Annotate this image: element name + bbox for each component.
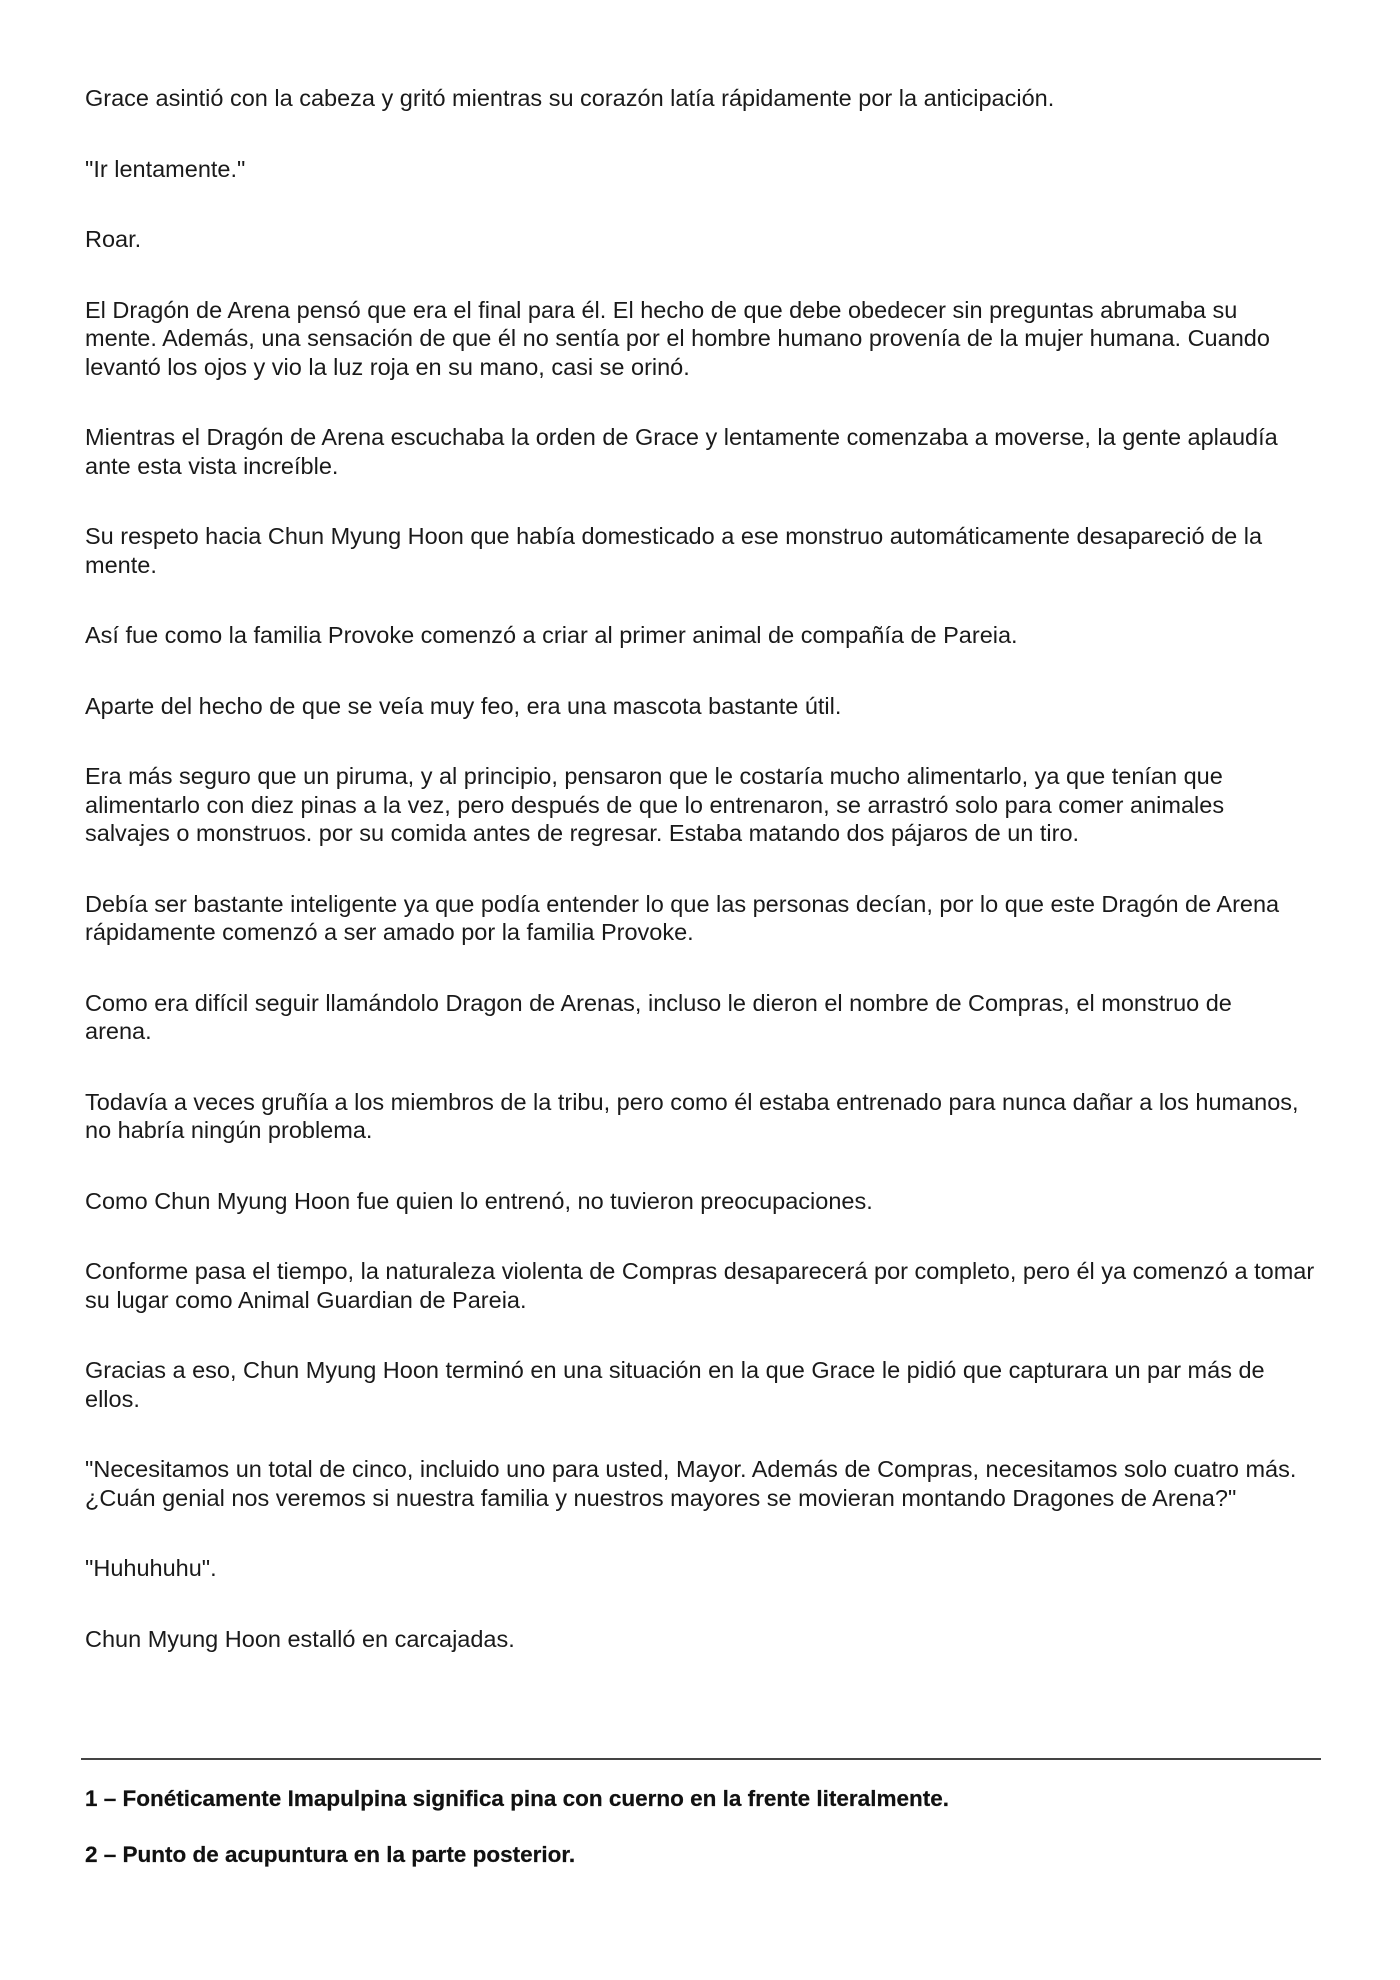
paragraph: Gracias a eso, Chun Myung Hoon terminó en una situación en la que Grace le pidió que capturara un par más de ellos. (85, 1357, 1265, 1412)
paragraph: Debía ser bastante inteligente ya que podía entender lo que las personas decían, por lo que este Dragón de Arena rápidamente comenzó a ser amado por la familia Provoke. (85, 890, 1280, 945)
paragraph: "Ir lentamente." (85, 155, 246, 182)
footnote-divider (81, 1758, 1321, 1760)
paragraph: Roar. (85, 226, 142, 252)
paragraph: "Necesitamos un total de cinco, incluido uno para usted, Mayor. Además de Compras, necesitamos solo cuatro más. ¿Cuán genial nos veremos si nuestra familia y nuestros mayores se movieran montando Dragones de Arena?" (85, 1456, 1297, 1511)
paragraph: Como era difícil seguir llamándolo Dragon de Arenas, incluso le dieron el nombre de Compras, el monstruo de arena. (85, 989, 1232, 1044)
footnote: 2 – Punto de acupuntura en la parte posterior. (85, 1842, 576, 1867)
paragraph: El Dragón de Arena pensó que era el final para él. El hecho de que debe obedecer sin preguntas abrumaba su mente. Además, una sensación de que él no sentía por el hombre humano provenía de la mujer humana. Cuando levantó los ojos y vio la luz roja en su mano, casi se orinó. (85, 296, 1270, 380)
paragraph: Mientras el Dragón de Arena escuchaba la orden de Grace y lentamente comenzaba a moverse, la gente aplaudía ante esta vista increíble. (85, 424, 1278, 479)
paragraph: Así fue como la familia Provoke comenzó a criar al primer animal de compañía de Pareia. (85, 622, 1018, 648)
footnote: 1 – Fonéticamente Imapulpina significa pina con cuerno en la frente literalmente. (85, 1786, 949, 1811)
paragraph: "Huhuhuhu". (85, 1555, 217, 1581)
footnotes (85, 1785, 1325, 1897)
paragraph: Aparte del hecho de que se veía muy feo, era una mascota bastante útil. (85, 692, 842, 719)
paragraph: Como Chun Myung Hoon fue quien lo entrenó, no tuvieron preocupaciones. (85, 1187, 873, 1214)
paragraph: Su respeto hacia Chun Myung Hoon que había domesticado a ese monstruo automáticamente desapareció de la mente. (85, 523, 1263, 578)
body-text (85, 84, 1325, 1695)
paragraph: Conforme pasa el tiempo, la naturaleza violenta de Compras desaparecerá por completo, pero él ya comenzó a tomar su lugar como Animal Guardian de Pareia. (85, 1258, 1315, 1313)
paragraph: Todavía a veces gruñía a los miembros de la tribu, pero como él estaba entrenado para nunca dañar a los humanos, no habría ningún problema. (85, 1088, 1299, 1143)
paragraph: Era más seguro que un piruma, y al principio, pensaron que le costaría mucho alimentarlo, ya que tenían que alimentarlo con diez pinas a la vez, pero después de que lo entrenaron, se arrastró solo para comer animales salvajes o monstruos. por su comida antes de regresar. Estaba matando dos pájaros de un tiro. (85, 763, 1225, 846)
paragraph: Chun Myung Hoon estalló en carcajadas. (85, 1625, 515, 1652)
paragraph: Grace asintió con la cabeza y gritó mientras su corazón latía rápidamente por la anticipación. (85, 85, 1055, 111)
